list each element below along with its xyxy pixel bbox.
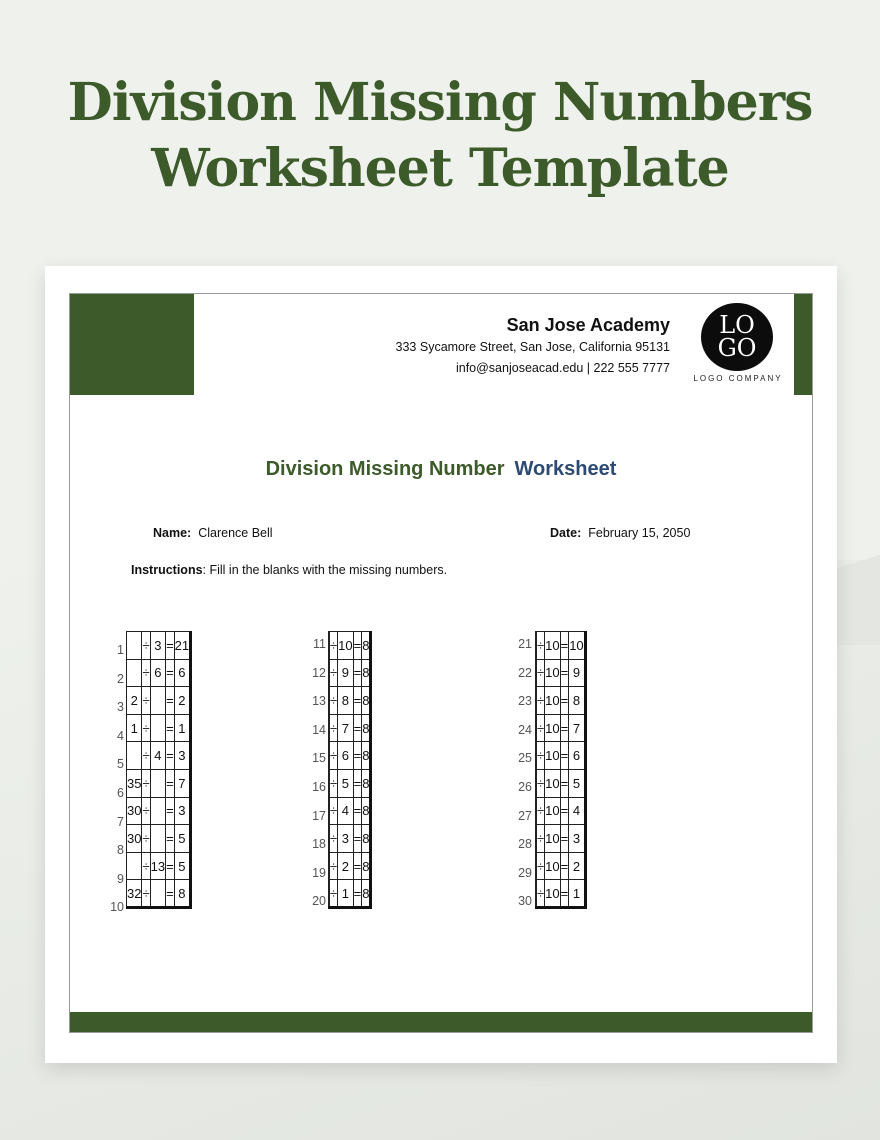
table-row	[127, 852, 191, 880]
divisor-cell: 7	[338, 714, 353, 742]
divide-sign-cell: ÷	[537, 742, 545, 770]
quotient-cell: 6	[569, 742, 585, 770]
divisor-cell[interactable]	[150, 797, 165, 825]
problem-number-label: 1	[117, 643, 124, 657]
problem-number-label: 8	[117, 843, 124, 858]
dividend-cell: 35	[127, 769, 142, 797]
problem-number	[510, 660, 532, 689]
problem-number	[104, 688, 124, 717]
problem-number	[510, 631, 532, 660]
logo-line2: GO	[717, 334, 757, 362]
equals-sign-cell: =	[353, 687, 362, 715]
quotient-cell: 8	[362, 797, 371, 825]
problem-number-label: 29	[518, 865, 532, 880]
table-row	[329, 742, 371, 770]
table-row	[127, 714, 191, 742]
equals-sign-cell: =	[353, 825, 362, 853]
worksheet-title-part1: Division Missing Number	[265, 458, 505, 480]
table-row	[127, 880, 191, 908]
table-row	[536, 659, 586, 687]
divisor-cell: 10	[545, 852, 560, 880]
problem-numbers	[510, 631, 532, 917]
equals-sign-cell: =	[166, 659, 175, 687]
quotient-cell: 21	[174, 632, 190, 660]
divide-sign-cell: ÷	[142, 659, 150, 687]
table-row	[329, 797, 371, 825]
date-label: Date:	[550, 526, 582, 540]
problem-table	[126, 631, 192, 909]
instructions-text: : Fill in the blanks with the missing numbers.	[202, 563, 448, 577]
hero-title	[0, 70, 880, 202]
problem-number	[104, 803, 124, 832]
worksheet-frame	[69, 293, 813, 1033]
problem-number	[104, 631, 124, 660]
problem-table	[328, 631, 372, 909]
equals-sign-cell: =	[166, 714, 175, 742]
table-row	[127, 769, 191, 797]
quotient-cell: 1	[174, 714, 190, 742]
problem-number	[304, 631, 326, 660]
worksheet-title	[70, 458, 812, 481]
divide-sign-cell: ÷	[537, 659, 545, 687]
problem-number	[104, 831, 124, 860]
footer-bar	[70, 1012, 812, 1032]
divisor-cell[interactable]	[150, 825, 165, 853]
problem-number	[104, 717, 124, 746]
divide-sign-cell: ÷	[330, 852, 338, 880]
equals-sign-cell: =	[166, 632, 175, 660]
school-address: 333 Sycamore Street, San Jose, California 95131	[395, 340, 670, 354]
divisor-cell: 1	[338, 880, 353, 908]
divisor-cell[interactable]	[150, 880, 165, 908]
divisor-cell: 6	[150, 659, 165, 687]
divisor-cell: 10	[545, 742, 560, 770]
divide-sign-cell: ÷	[330, 687, 338, 715]
name-label: Name:	[153, 526, 192, 540]
divisor-cell: 10	[545, 687, 560, 715]
table-row	[329, 687, 371, 715]
divide-sign-cell: ÷	[537, 714, 545, 742]
problem-number-label: 20	[312, 894, 326, 909]
problem-number	[304, 688, 326, 717]
table-row	[127, 632, 191, 660]
quotient-cell: 8	[362, 632, 371, 660]
divide-sign-cell: ÷	[142, 687, 150, 715]
divisor-cell: 4	[338, 797, 353, 825]
quotient-cell: 7	[174, 769, 190, 797]
equals-sign-cell: =	[560, 659, 569, 687]
divisor-cell[interactable]	[150, 769, 165, 797]
problem-number	[510, 888, 532, 917]
divide-sign-cell: ÷	[142, 825, 150, 853]
equals-sign-cell: =	[166, 797, 175, 825]
table-row	[329, 714, 371, 742]
table-row	[329, 852, 371, 880]
equals-sign-cell: =	[353, 714, 362, 742]
equals-sign-cell: =	[560, 769, 569, 797]
equals-sign-cell: =	[353, 880, 362, 908]
table-row	[329, 880, 371, 908]
logo-caption: LOGO COMPANY	[693, 374, 783, 383]
divisor-cell: 10	[545, 632, 560, 660]
problem-number	[510, 745, 532, 774]
dividend-cell[interactable]	[127, 632, 142, 660]
divisor-cell: 10	[545, 880, 560, 908]
table-row	[127, 687, 191, 715]
problem-number	[304, 660, 326, 689]
divide-sign-cell: ÷	[142, 797, 150, 825]
divisor-cell: 6	[338, 742, 353, 770]
equals-sign-cell: =	[560, 742, 569, 770]
table-row	[536, 632, 586, 660]
divisor-cell: 3	[150, 632, 165, 660]
problem-number-label: 7	[117, 814, 124, 829]
quotient-cell: 3	[174, 742, 190, 770]
table-row	[329, 825, 371, 853]
equals-sign-cell: =	[353, 852, 362, 880]
divisor-cell: 10	[338, 632, 353, 660]
divisor-cell: 2	[338, 852, 353, 880]
quotient-cell: 3	[569, 825, 585, 853]
date-field	[550, 526, 690, 540]
problem-number-label: 25	[518, 751, 532, 766]
instructions-label: Instructions	[131, 563, 203, 577]
problem-number-label: 27	[518, 808, 532, 823]
table-row	[127, 825, 191, 853]
problem-number-label: 6	[117, 785, 124, 800]
problem-number	[510, 717, 532, 746]
dividend-cell: 30	[127, 825, 142, 853]
hero-title-line2: Worksheet Template	[151, 138, 729, 199]
divisor-cell: 10	[545, 825, 560, 853]
problem-numbers	[304, 631, 326, 917]
divide-sign-cell: ÷	[330, 769, 338, 797]
equals-sign-cell: =	[166, 769, 175, 797]
divisor-cell: 10	[545, 797, 560, 825]
table-row	[536, 825, 586, 853]
problem-number-label: 16	[312, 779, 326, 794]
divide-sign-cell: ÷	[537, 687, 545, 715]
quotient-cell: 4	[569, 797, 585, 825]
equals-sign-cell: =	[166, 687, 175, 715]
problem-number-label: 28	[518, 837, 532, 852]
quotient-cell: 8	[362, 769, 371, 797]
table-row	[536, 797, 586, 825]
problem-number-label: 15	[312, 751, 326, 766]
problem-table	[535, 631, 587, 909]
problem-number-label: 23	[518, 694, 532, 709]
header-corner-block	[70, 294, 194, 395]
equals-sign-cell: =	[560, 852, 569, 880]
equals-sign-cell: =	[560, 687, 569, 715]
equals-sign-cell: =	[560, 714, 569, 742]
divisor-cell: 10	[545, 769, 560, 797]
problem-number-label: 24	[518, 722, 532, 737]
problem-number	[304, 860, 326, 889]
dividend-cell: 2	[127, 687, 142, 715]
dividend-cell: 32	[127, 880, 142, 908]
equals-sign-cell: =	[353, 659, 362, 687]
table-row	[329, 632, 371, 660]
problem-number	[304, 831, 326, 860]
school-name: San Jose Academy	[506, 315, 670, 335]
quotient-cell: 8	[362, 852, 371, 880]
problem-number	[104, 860, 124, 889]
problem-number	[304, 774, 326, 803]
quotient-cell: 8	[362, 714, 371, 742]
dividend-cell[interactable]	[127, 659, 142, 687]
divide-sign-cell: ÷	[537, 632, 545, 660]
dividend-cell[interactable]	[127, 742, 142, 770]
divide-sign-cell: ÷	[537, 880, 545, 908]
quotient-cell: 8	[362, 742, 371, 770]
equals-sign-cell: =	[166, 825, 175, 853]
problem-number	[104, 774, 124, 803]
quotient-cell: 9	[569, 659, 585, 687]
divide-sign-cell: ÷	[142, 769, 150, 797]
problem-number-label: 18	[312, 837, 326, 852]
equals-sign-cell: =	[353, 797, 362, 825]
logo-badge	[701, 303, 773, 371]
quotient-cell: 8	[362, 687, 371, 715]
divide-sign-cell: ÷	[330, 880, 338, 908]
divide-sign-cell: ÷	[142, 742, 150, 770]
problem-number-label: 30	[518, 894, 532, 909]
table-row	[329, 769, 371, 797]
problem-number	[510, 831, 532, 860]
divisor-cell[interactable]	[150, 714, 165, 742]
equals-sign-cell: =	[560, 825, 569, 853]
problem-number-label: 22	[518, 665, 532, 680]
divide-sign-cell: ÷	[142, 852, 150, 880]
quotient-cell: 10	[569, 632, 585, 660]
divide-sign-cell: ÷	[330, 632, 338, 660]
header-right-strip	[794, 294, 812, 395]
quotient-cell: 8	[174, 880, 190, 908]
problem-number-label: 5	[117, 757, 124, 772]
divide-sign-cell: ÷	[330, 659, 338, 687]
problem-number	[304, 803, 326, 832]
problem-number-label: 17	[312, 808, 326, 823]
divisor-cell: 8	[338, 687, 353, 715]
equals-sign-cell: =	[353, 742, 362, 770]
table-row	[127, 742, 191, 770]
quotient-cell: 6	[174, 659, 190, 687]
worksheet-title-part2: Worksheet	[514, 458, 617, 480]
equals-sign-cell: =	[166, 880, 175, 908]
instructions	[131, 563, 447, 577]
table-row	[536, 769, 586, 797]
divide-sign-cell: ÷	[142, 632, 150, 660]
problem-number	[104, 745, 124, 774]
problem-number-label: 10	[110, 900, 124, 915]
quotient-cell: 1	[569, 880, 585, 908]
table-row	[536, 880, 586, 908]
quotient-cell: 8	[362, 659, 371, 687]
dividend-cell: 1	[127, 714, 142, 742]
divide-sign-cell: ÷	[142, 880, 150, 908]
divide-sign-cell: ÷	[330, 742, 338, 770]
logo-line1: LO	[719, 311, 755, 339]
divisor-cell: 4	[150, 742, 165, 770]
equals-sign-cell: =	[560, 797, 569, 825]
quotient-cell: 5	[174, 852, 190, 880]
divisor-cell: 9	[338, 659, 353, 687]
divisor-cell: 10	[545, 714, 560, 742]
quotient-cell: 2	[569, 852, 585, 880]
quotient-cell: 8	[362, 825, 371, 853]
equals-sign-cell: =	[560, 632, 569, 660]
table-row	[536, 852, 586, 880]
worksheet-paper	[45, 266, 837, 1063]
divide-sign-cell: ÷	[330, 797, 338, 825]
divisor-cell: 13	[150, 852, 165, 880]
problem-number-label: 4	[117, 728, 124, 743]
problem-number-label: 26	[518, 779, 532, 794]
divisor-cell: 10	[545, 659, 560, 687]
problem-number	[304, 888, 326, 917]
table-row	[536, 742, 586, 770]
divisor-cell: 5	[338, 769, 353, 797]
problem-number-label: 13	[312, 694, 326, 709]
problem-number-label: 11	[313, 637, 326, 651]
quotient-cell: 3	[174, 797, 190, 825]
quotient-cell: 5	[569, 769, 585, 797]
problem-number-label: 19	[312, 865, 326, 880]
problem-number	[304, 745, 326, 774]
equals-sign-cell: =	[353, 632, 362, 660]
school-contact: info@sanjoseacad.edu | 222 555 7777	[455, 361, 670, 375]
date-value: February 15, 2050	[588, 526, 691, 540]
problem-number-label: 9	[117, 871, 124, 886]
quotient-cell: 7	[569, 714, 585, 742]
name-value: Clarence Bell	[198, 526, 273, 540]
problem-number	[510, 803, 532, 832]
dividend-cell[interactable]	[127, 852, 142, 880]
quotient-cell: 2	[174, 687, 190, 715]
table-row	[127, 797, 191, 825]
quotient-cell: 5	[174, 825, 190, 853]
problem-number-label: 3	[117, 700, 124, 715]
problem-number-label: 14	[312, 722, 326, 737]
equals-sign-cell: =	[560, 880, 569, 908]
quotient-cell: 8	[569, 687, 585, 715]
divide-sign-cell: ÷	[330, 825, 338, 853]
dividend-cell: 30	[127, 797, 142, 825]
equals-sign-cell: =	[353, 769, 362, 797]
table-row	[127, 659, 191, 687]
divide-sign-cell: ÷	[142, 714, 150, 742]
problem-numbers	[104, 631, 124, 917]
problem-number	[510, 688, 532, 717]
problem-number	[510, 860, 532, 889]
divide-sign-cell: ÷	[537, 852, 545, 880]
problem-number	[510, 774, 532, 803]
divisor-cell[interactable]	[150, 687, 165, 715]
table-row	[536, 687, 586, 715]
problem-number-label: 12	[312, 665, 326, 680]
divide-sign-cell: ÷	[330, 714, 338, 742]
problem-number	[104, 660, 124, 689]
table-row	[329, 659, 371, 687]
quotient-cell: 8	[362, 880, 371, 908]
problem-number-label: 2	[117, 671, 124, 686]
problem-number-label: 21	[518, 637, 532, 651]
divide-sign-cell: ÷	[537, 797, 545, 825]
divide-sign-cell: ÷	[537, 825, 545, 853]
name-field	[153, 526, 273, 540]
school-info	[396, 314, 670, 378]
divide-sign-cell: ÷	[537, 769, 545, 797]
problem-number	[304, 717, 326, 746]
problem-number	[104, 888, 124, 917]
equals-sign-cell: =	[166, 852, 175, 880]
divisor-cell: 3	[338, 825, 353, 853]
hero-title-line1: Division Missing Numbers	[67, 72, 813, 133]
equals-sign-cell: =	[166, 742, 175, 770]
table-row	[536, 714, 586, 742]
